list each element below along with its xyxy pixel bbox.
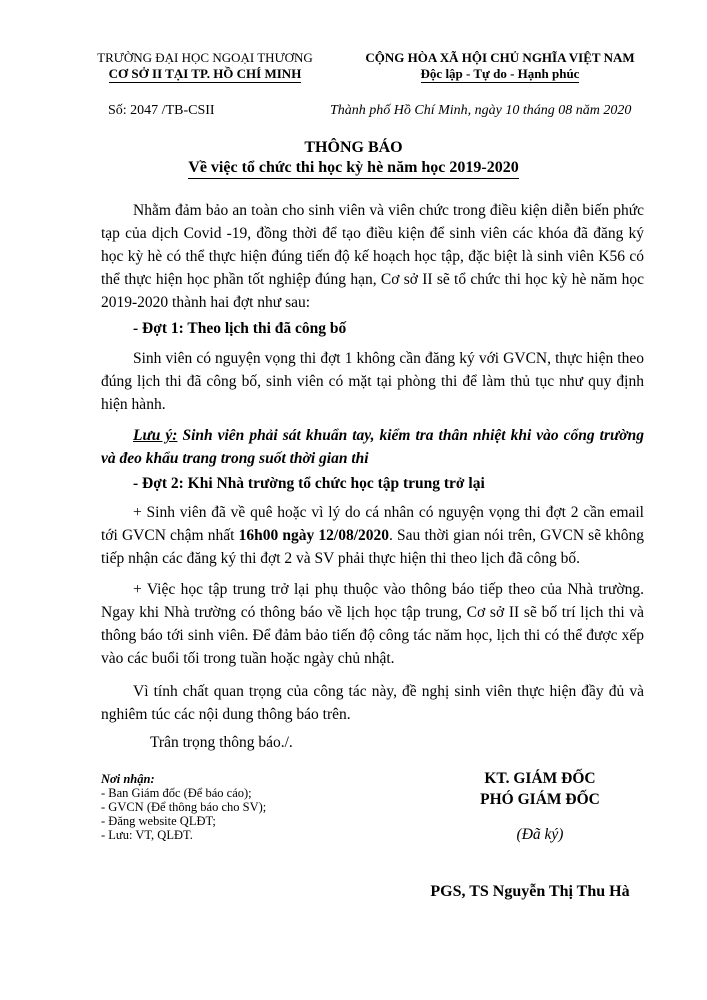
recipient-item: - Ban Giám đốc (Để báo cáo);	[101, 786, 252, 800]
place-date: Thành phố Hồ Chí Minh, ngày 10 tháng 08 năm 2020	[330, 103, 632, 118]
round2-deadline: 16h00 ngày 12/08/2020	[238, 527, 390, 544]
national-motto: Độc lập - Tự do - Hạnh phúc	[420, 66, 580, 81]
issuer-university: TRƯỜNG ĐẠI HỌC NGOẠI THƯƠNG	[97, 50, 313, 65]
recipients-block	[101, 772, 266, 842]
document-number: Số: 2047 /TB-CSII	[108, 103, 215, 118]
recipients-label: Nơi nhận:	[101, 772, 155, 786]
closing-paragraph: Vì tính chất quan trọng của công tác này, đề nghị sinh viên thực hiện đầy đủ và nghiêm túc các nội dung thông báo trên.	[101, 683, 644, 723]
national-motto-block	[330, 50, 670, 83]
signature-title-1: KT. GIÁM ĐỐC	[484, 770, 596, 787]
round2-p1-text-b: . Sau thời gian nói trên, GVCN sẽ không tiếp nhận các đăng ký thi đợt 2 và SV phải thực hiện thi theo lịch đã công bố.	[101, 527, 645, 567]
document-subtitle: Về việc tổ chức thi học kỳ hè năm học 2019-2020	[188, 159, 518, 179]
signer-name: PGS, TS Nguyễn Thị Thu Hà	[430, 883, 630, 900]
round1-paragraph: Sinh viên có nguyện vọng thi đợt 1 không cần đăng ký với GVCN, thực hiện theo đúng lịch thi đã công bố, sinh viên có mặt tại phòng thi để làm thủ tục như quy định hiện hành.	[101, 350, 644, 413]
recipient-item: - Đăng website QLĐT;	[101, 814, 216, 828]
signature-block	[420, 768, 660, 810]
note-paragraph	[101, 424, 644, 470]
signed-note: (Đã ký)	[516, 826, 564, 843]
round2-paragraph-1	[101, 501, 644, 570]
document-title: THÔNG BÁO	[304, 139, 403, 156]
note-text: Sinh viên phải sát khuẩn tay, kiểm tra thân nhiệt khi vào cổng trường và đeo khẩu trang trong suốt thời gian thi	[101, 427, 644, 467]
round1-heading: - Đợt 1: Theo lịch thi đã công bố	[133, 320, 347, 337]
national-title: CỘNG HÒA XÃ HỘI CHỦ NGHĨA VIỆT NAM	[365, 50, 635, 65]
recipient-item: - GVCN (Để thông báo cho SV);	[101, 800, 267, 814]
document-subtitle-wrap	[0, 159, 707, 179]
issuer-campus: CƠ SỞ II TẠI TP. HỒ CHÍ MINH	[108, 66, 302, 81]
recipient-item: - Lưu: VT, QLĐT.	[101, 828, 193, 842]
regards-line: Trân trọng thông báo./.	[150, 734, 293, 751]
issuer-block	[70, 50, 340, 83]
round2-paragraph-2: + Việc học tập trung trở lại phụ thuộc vào thông báo tiếp theo của Nhà trường. Ngay khi Nhà trường có thông báo về lịch học tập trung, Cơ sở II sẽ bố trí lịch thi và thông báo tới sinh viên. Để đảm bảo tiến độ công tác năm học, lịch thi có thể được xếp vào các buổi tối trong tuần hoặc ngày chủ nhật.	[101, 581, 644, 667]
signature-title-2: PHÓ GIÁM ĐỐC	[480, 791, 600, 808]
round2-heading: - Đợt 2: Khi Nhà trường tổ chức học tập trung trở lại	[133, 475, 485, 492]
note-label: Lưu ý:	[133, 427, 178, 444]
intro-paragraph: Nhằm đảm bảo an toàn cho sinh viên và viên chức trong điều kiện diễn biến phức tạp của dịch Covid -19, đồng thời để tạo điều kiện để sinh viên các khóa đã đăng ký học kỳ hè có thể thực hiện đúng tiến độ kế hoạch học tập, đặc biệt là sinh viên K56 có thể thực hiện học phần tốt nghiệp đúng hạn, Cơ sở II sẽ tổ chức thi học kỳ hè năm học 2019-2020 thành hai đợt như sau:	[101, 202, 644, 311]
round2-p1-text-a: + Sinh viên đã về quê hoặc vì lý do cá nhân có nguyện vọng thi đợt 2 cần email tới GVCN chậm nhất	[101, 504, 644, 544]
